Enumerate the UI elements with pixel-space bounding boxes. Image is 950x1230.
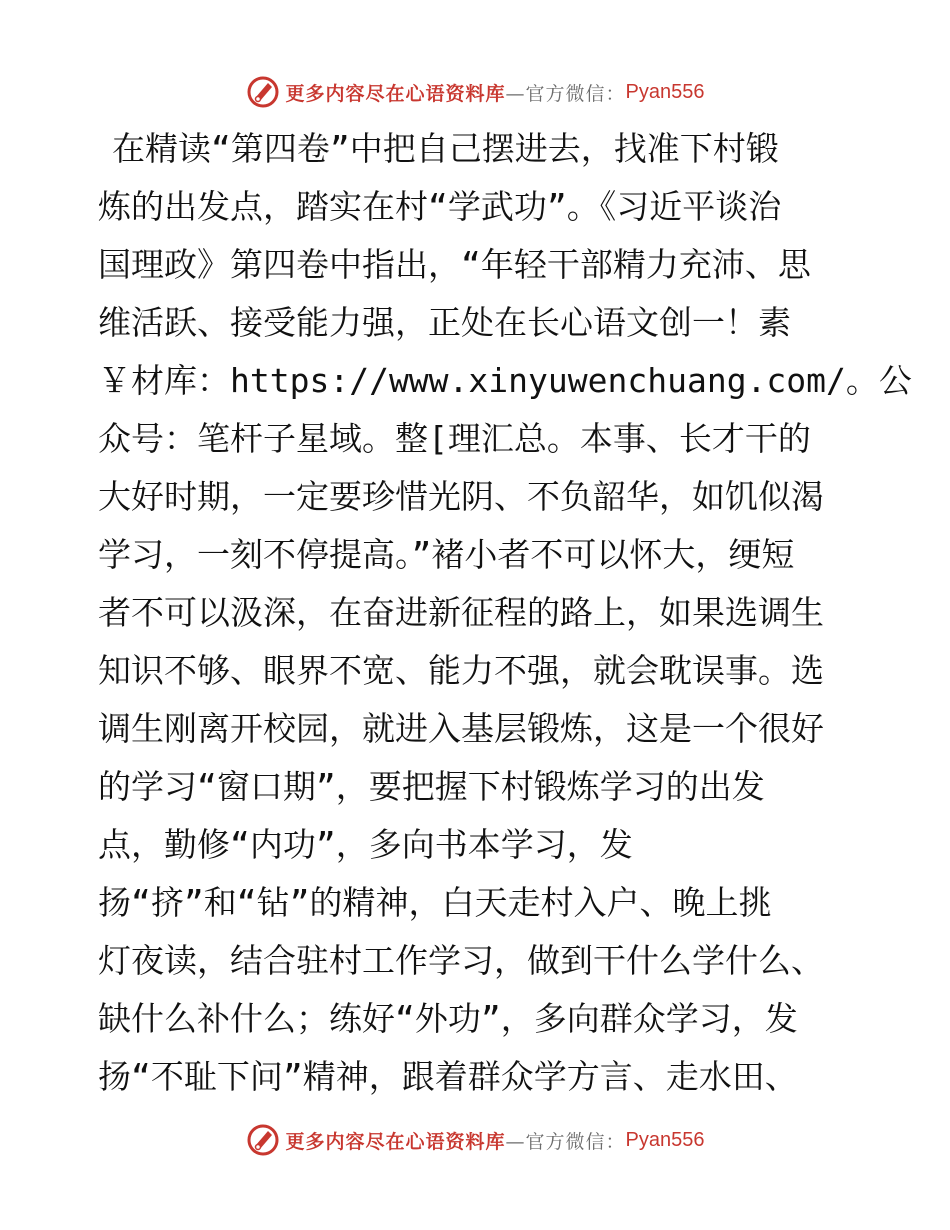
document-line: 者不可以汲深，在奋进新征程的路上，如果选调生: [98, 593, 824, 632]
footer-banner-main-text: 更多内容尽在心语资料库: [285, 1130, 506, 1153]
header-banner-main-text: 更多内容尽在心语资料库: [285, 82, 506, 105]
document-body: [98, 120, 912, 1106]
document-line: 知识不够、眼界不宽、能力不强，就会耽误事。选: [98, 651, 824, 690]
document-line: ￥材库：https://www.xinyuwenchuang.com/。公: [98, 361, 912, 400]
document-line: 扬“不耻下问”精神，跟着群众学方言、走水田、: [98, 1057, 798, 1096]
header-banner-sub-text: —官方微信：: [505, 82, 626, 105]
footer-banner-sub-text: —官方微信：: [505, 1130, 626, 1153]
brand-logo-icon: [246, 1123, 280, 1157]
document-line: 炼的出发点，踏实在村“学武功”。《习近平谈治: [98, 187, 782, 226]
document-line: 灯夜读，结合驻村工作学习，做到干什么学什么、: [98, 941, 824, 980]
document-line: 的学习“窗口期”，要把握下村锻炼学习的出发: [98, 767, 765, 806]
footer-banner: [0, 1120, 950, 1160]
document-line: 调生刚离开校园，就进入基层锻炼，这是一个很好: [98, 709, 824, 748]
header-banner: [0, 72, 950, 112]
footer-banner-handle: Pyan556: [625, 1128, 705, 1151]
document-line: 国理政》第四卷中指出，“年轻干部精力充沛、思: [98, 245, 811, 284]
brand-logo-icon: [246, 75, 280, 109]
document-line: 维活跃、接受能力强，正处在长心语文创一！素: [98, 303, 791, 342]
document-line: 缺什么补什么；练好“外功”，多向群众学习，发: [98, 999, 798, 1038]
document-line: 点，勤修“内功”，多向书本学习，发: [98, 825, 633, 864]
document-line: 大好时期，一定要珍惜光阴、不负韶华，如饥似渴: [98, 477, 824, 516]
document-line: 学习，一刻不停提高。”褚小者不可以怀大，绠短: [98, 535, 795, 574]
header-banner-handle: Pyan556: [625, 80, 705, 103]
document-line: 众号：笔杆子星域。整[理汇总。本事、长才干的: [98, 419, 811, 458]
document-line: 在精读“第四卷”中把自己摆进去，找准下村锻: [112, 129, 779, 168]
document-line: 扬“挤”和“钻”的精神，白天走村入户、晚上挑: [98, 883, 772, 922]
